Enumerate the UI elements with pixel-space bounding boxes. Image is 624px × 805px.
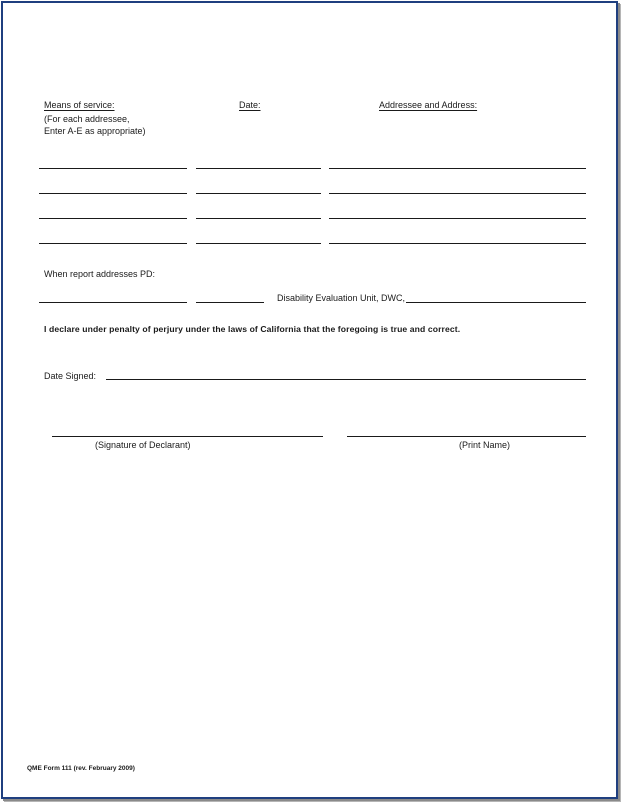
addressee-field-1[interactable] [329,168,586,169]
dwc-label: Disability Evaluation Unit, DWC, [277,293,406,303]
pd-label: When report addresses PD: [44,269,156,279]
means-note-line-1: (For each addressee, [44,114,130,124]
addressee-header-label: Addressee and Address: [379,100,478,110]
dwc-address-field[interactable] [406,302,586,303]
addressee-field-4[interactable] [329,243,586,244]
date-header-label: Date: [239,100,261,110]
perjury-declaration: I declare under penalty of perjury under the laws of California that the foregoing is true and correct. [44,324,461,334]
means-field-4[interactable] [39,243,187,244]
pd-date-field[interactable] [196,302,264,303]
date-signed-field[interactable] [106,379,586,380]
print-name-field[interactable] [347,436,586,437]
means-of-service-label: Means of service: [44,100,115,110]
date-field-4[interactable] [196,243,321,244]
date-signed-label: Date Signed: [44,371,97,381]
means-note-line-2: Enter A-E as appropriate) [44,126,146,136]
addressee-field-2[interactable] [329,193,586,194]
print-name-label: (Print Name) [459,440,511,450]
means-field-2[interactable] [39,193,187,194]
means-field-3[interactable] [39,218,187,219]
means-field-1[interactable] [39,168,187,169]
date-field-2[interactable] [196,193,321,194]
signature-label: (Signature of Declarant) [95,440,191,450]
form-footer: QME Form 111 (rev. February 2009) [27,765,135,772]
signature-field[interactable] [52,436,323,437]
date-field-1[interactable] [196,168,321,169]
addressee-field-3[interactable] [329,218,586,219]
pd-means-field[interactable] [39,302,187,303]
date-field-3[interactable] [196,218,321,219]
